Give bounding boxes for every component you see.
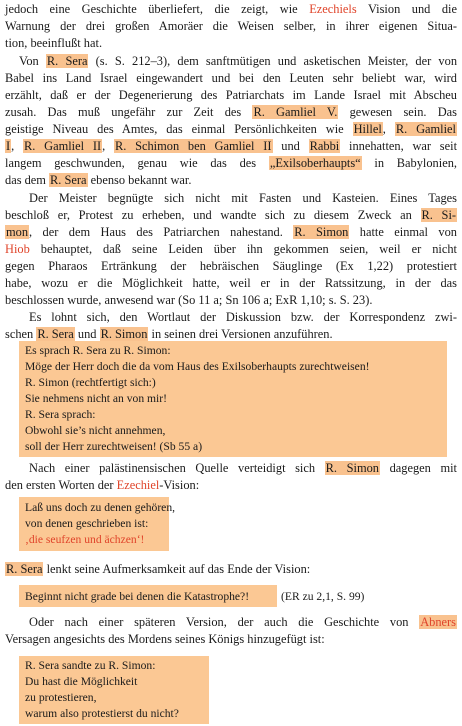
text-line: Babel ins Land Israel eingewandert und bei den Leuten sehr beliebt war, wird xyxy=(5,71,457,85)
text-line: schen R. Sera und R. Simon in seinen drei Versionen anzuführen. xyxy=(5,327,333,341)
text-line: Warnung der drei großen Amoräer die Weisen selber, in ihrer eigenen Situa- xyxy=(5,19,457,33)
text-line: beschlossen wurde, anwesend war (So 11 a; Sn 106 a; ExR 1,10; s. S. 23). xyxy=(5,293,373,307)
highlight-r-gamliel-i: R. Gamliel xyxy=(395,122,456,136)
text-line: I, R. Gamliel II, R. Schimon ben Gamliel II und Rabbi innehatten, war seit xyxy=(6,139,458,153)
text-line: Oder nach einer späteren Version, der auch die Geschichte von Abners xyxy=(29,615,456,629)
quote-line: Laß uns doch zu denen gehören, xyxy=(25,501,176,514)
highlight-r-simon: R. Simon xyxy=(325,461,379,475)
quote-line: Sie nehmens nicht an von mir! xyxy=(25,392,167,405)
text-line: zusah. Das muß ungefähr zur Zeit des R. Gamliel V. gewesen sein. Das xyxy=(5,105,458,119)
highlight-rabbi: Rabbi xyxy=(309,139,340,153)
text-line: langem geschwunden, genau wie das des „Exilsoberhaupts“ in Babylonien, xyxy=(5,156,457,170)
text-line: beschloß er, Protest zu erheben, und wandte sich zu diesem Zweck an R. Si- xyxy=(5,208,457,222)
text-line: erzählt, daß er der Degenerierung des Patriarchats im Lande Israel mit Abscheu xyxy=(5,88,457,102)
text-line: das dem R. Sera ebenso bekannt war. xyxy=(5,173,192,187)
quote-line: soll der Herr zurechtweisen! (Sb 55 a) xyxy=(25,440,203,453)
quote-line: ‚die seufzen und ächzen‘! xyxy=(25,533,145,546)
highlight-r-sera: R. Sera xyxy=(50,173,87,187)
quote-line: von denen geschrieben ist: xyxy=(25,517,149,530)
quote-line: Du hast die Möglichkeit xyxy=(25,675,138,688)
name-ezechiel: Ezechiels xyxy=(309,2,357,16)
text-line: Hiob behauptet, daß seine Leiden über ihn gekommen seien, weil er nicht xyxy=(5,242,457,256)
text-line: Nach einer palästinensischen Quelle verteidigt sich R. Simon dagegen mit xyxy=(29,461,457,475)
quote-line: Obwohl sie’s nicht annehmen, xyxy=(25,424,166,437)
highlight-r-sera: R. Sera xyxy=(46,54,88,68)
text-line: Versagen angesichts des Mordens seines Königs hinzugefügt ist: xyxy=(5,632,325,646)
quote-line: Möge der Herr doch die da vom Haus des Exilsoberhaupts zurechtweisen! xyxy=(25,360,370,373)
name-hiob: Hiob xyxy=(5,242,30,256)
text-line: Von R. Sera (s. S. 212–3), dem sanftmütigen und asketischen Meister, der von xyxy=(19,54,458,68)
highlight-r-simon: R. Simon xyxy=(294,225,349,239)
text-line: habe, wozu er die Möglichkeit hatte, weil er in der Ratssitzung, in der das xyxy=(5,276,457,290)
text-line: tion, beeinflußt hat. xyxy=(5,36,103,50)
text-line: geistige Niveau des Amtes, das einmal Persönlichkeiten wie Hillel, R. Gamliel xyxy=(5,122,456,136)
quote-line: warum also protestierst du nicht? xyxy=(25,707,179,720)
text-line: R. Sera lenkt seine Aufmerksamkeit auf das Ende der Vision: xyxy=(6,562,311,576)
highlight-r-sera: R. Sera xyxy=(37,327,74,341)
text-line: mon, der dem Haus des Patriarchen nahestand. R. Simon hatte einmal von xyxy=(6,225,457,239)
highlight-r-sera: R. Sera xyxy=(6,562,43,576)
highlight-r-simon: R. Simon xyxy=(100,327,148,341)
text-line: gegen Pharaos Ertränkung der hebräischen Säuglinge (Ex 1,22) protestiert xyxy=(5,259,457,273)
highlight-hillel: Hillel xyxy=(353,122,382,136)
highlight-abners: Abners xyxy=(420,615,456,629)
text-line: jedoch eine Geschichte überliefert, die zeigt, wie Ezechiels Vision und die xyxy=(5,2,458,16)
quote-line: zu protestieren, xyxy=(25,691,97,704)
quote-line: Beginnt nicht grade bei denen die Katastrophe?! xyxy=(25,590,250,603)
quote-line: R. Sera sprach: xyxy=(25,408,96,421)
quote-line: R. Simon (rechtfertigt sich:) xyxy=(25,376,156,389)
text-line: Es lohnt sich, den Wortlaut der Diskussion bzw. der Korrespondenz zwi- xyxy=(29,310,457,324)
quote-reference: (ER zu 2,1, S. 99) xyxy=(281,590,365,603)
quote-line: R. Sera sandte zu R. Simon: xyxy=(25,659,156,672)
highlight-exilsoberhaupts: „Exilsoberhaupts“ xyxy=(269,156,361,170)
text-line: Der Meister begnügte sich nicht mit Fasten und Kasteien. Eines Tages xyxy=(29,191,457,205)
text-line: den ersten Worten der Ezechiel-Vision: xyxy=(5,478,200,492)
highlight-r-schimon: R. Schimon ben Gamliel II xyxy=(114,139,272,153)
highlight-r-gamliel-v: R. Gamliel V. xyxy=(253,105,338,119)
highlight-r-gamliel-ii: R. Gamliel II xyxy=(24,139,102,153)
highlight-r-simon: R. Si- xyxy=(421,208,457,222)
name-ezechiel: Ezechiel xyxy=(116,478,160,492)
quote-line: Es sprach R. Sera zu R. Simon: xyxy=(25,344,171,357)
